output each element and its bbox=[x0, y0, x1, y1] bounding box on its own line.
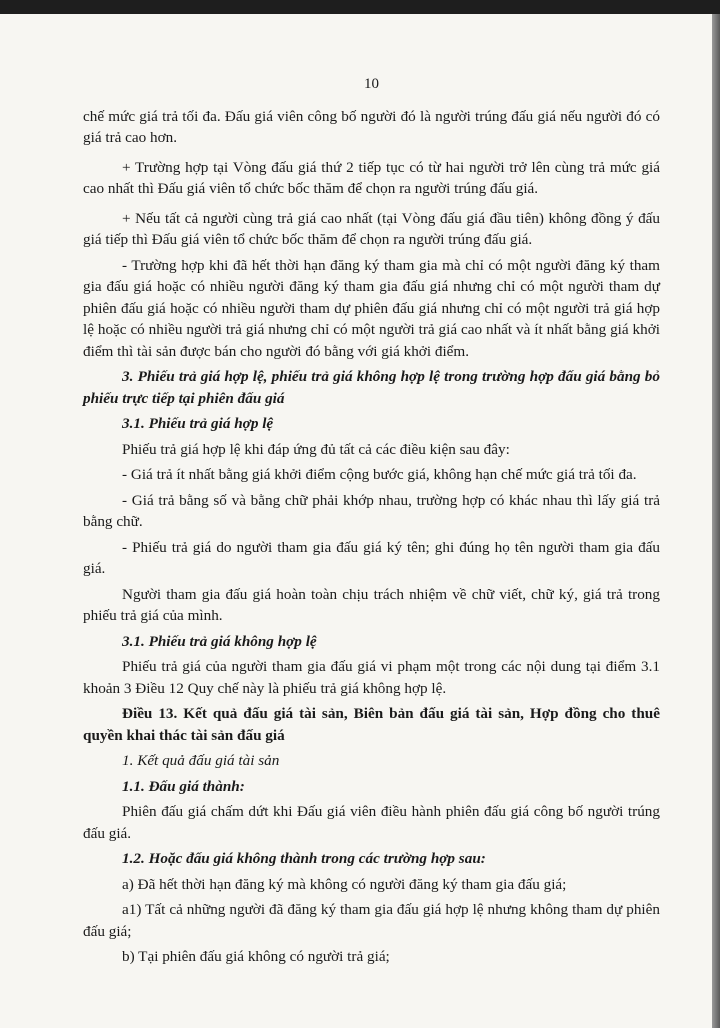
document-body bbox=[83, 74, 660, 972]
paragraph-valid-conditions: Phiếu trả giá hợp lệ khi đáp ứng đủ tất cả các điều kiện sau đây: bbox=[122, 440, 510, 458]
heading-invalid-ballot: 3.1. Phiếu trả giá không hợp lệ bbox=[122, 632, 317, 650]
list-item-number-words: - Giá trả bằng số và bằng chữ phải khớp nhau, trường hợp có khác nhau thì lấy giá trả bằng chữ. bbox=[83, 491, 660, 530]
paragraph-auction-end: Phiên đấu giá chấm dứt khi Đấu giá viên điều hành phiên đấu giá công bố người trúng đấu giá. bbox=[83, 803, 660, 842]
heading-valid-ballot: 3.1. Phiếu trả giá hợp lệ bbox=[122, 415, 274, 432]
page-number: 10 bbox=[364, 76, 379, 92]
heading-auction-result: 1. Kết quả đấu giá tài sản bbox=[122, 752, 280, 769]
heading-unsuccessful-auction: 1.2. Hoặc đấu giá không thành trong các trường hợp sau: bbox=[122, 850, 486, 867]
heading-article-13: Điều 13. Kết quả đấu giá tài sản, Biên bản đấu giá tài sản, Hợp đồng cho thuê quyền khai thác tài sản đấu giá bbox=[83, 705, 660, 744]
list-item-b: b) Tại phiên đấu giá không có người trả giá; bbox=[122, 948, 390, 965]
list-item-a: a) Đã hết thời hạn đăng ký mà không có người đăng ký tham gia đấu giá; bbox=[122, 875, 567, 893]
list-item-min-price: - Giá trả ít nhất bằng giá khởi điểm cộng bước giá, không hạn chế mức giá trả tối đa. bbox=[122, 466, 637, 483]
paragraph-all-highest: + Nếu tất cả người cùng trả giá cao nhất (tại Vòng đấu giá đầu tiên) không đồng ý đấu giá tiếp thì Đấu giá viên tổ chức bốc thăm để chọn ra người trúng đấu giá. bbox=[83, 209, 660, 248]
heading-successful-auction: 1.1. Đấu giá thành: bbox=[122, 777, 245, 795]
paragraph-responsibility: Người tham gia đấu giá hoàn toàn chịu trách nhiệm về chữ viết, chữ ký, giá trả trong phiếu trả giá của mình. bbox=[83, 585, 660, 624]
list-item-a1: a1) Tất cả những người đã đăng ký tham gia đấu giá hợp lệ nhưng không tham dự phiên đấu giá; bbox=[83, 901, 660, 940]
paragraph-single-bidder: - Trường hợp khi đã hết thời hạn đăng ký tham gia mà chỉ có một người đăng ký tham gia đấu giá hoặc có nhiều người đăng ký tham gia đấu giá nhưng chỉ có một người tham dự phiên đấu giá hoặc có nhiều người tham dự phiên đấu giá nhưng chỉ có một người trả giá hợp lệ hoặc có nhiều người trả giá nhưng chỉ có một người trả giá cao nhất và ít nhất bằng giá khởi điểm thì tài sản được bán cho người đó bằng với giá khởi điểm. bbox=[83, 256, 660, 360]
paragraph-continuation: chế mức giá trả tối đa. Đấu giá viên công bố người đó là người trúng đấu giá nếu người đó có giá trả cao hơn. bbox=[83, 107, 660, 146]
paragraph-invalid-definition: Phiếu trả giá của người tham gia đấu giá vi phạm một trong các nội dung tại điểm 3.1 khoản 3 Điều 12 Quy chế này là phiếu trả giá không hợp lệ. bbox=[83, 658, 660, 697]
paragraph-round-two: + Trường hợp tại Vòng đấu giá thứ 2 tiếp tục có từ hai người trở lên cùng trả mức giá cao nhất thì Đấu giá viên tổ chức bốc thăm để chọn ra người trúng đấu giá. bbox=[83, 158, 660, 197]
top-bar bbox=[0, 0, 720, 14]
list-item-signature: - Phiếu trả giá do người tham gia đấu giá ký tên; ghi đúng họ tên người tham gia đấu giá. bbox=[83, 538, 660, 577]
page-edge-shadow bbox=[712, 14, 720, 1028]
heading-section-3: 3. Phiếu trả giá hợp lệ, phiếu trả giá không hợp lệ trong trường hợp đấu giá bằng bỏ phiếu trực tiếp tại phiên đấu giá bbox=[83, 368, 660, 407]
